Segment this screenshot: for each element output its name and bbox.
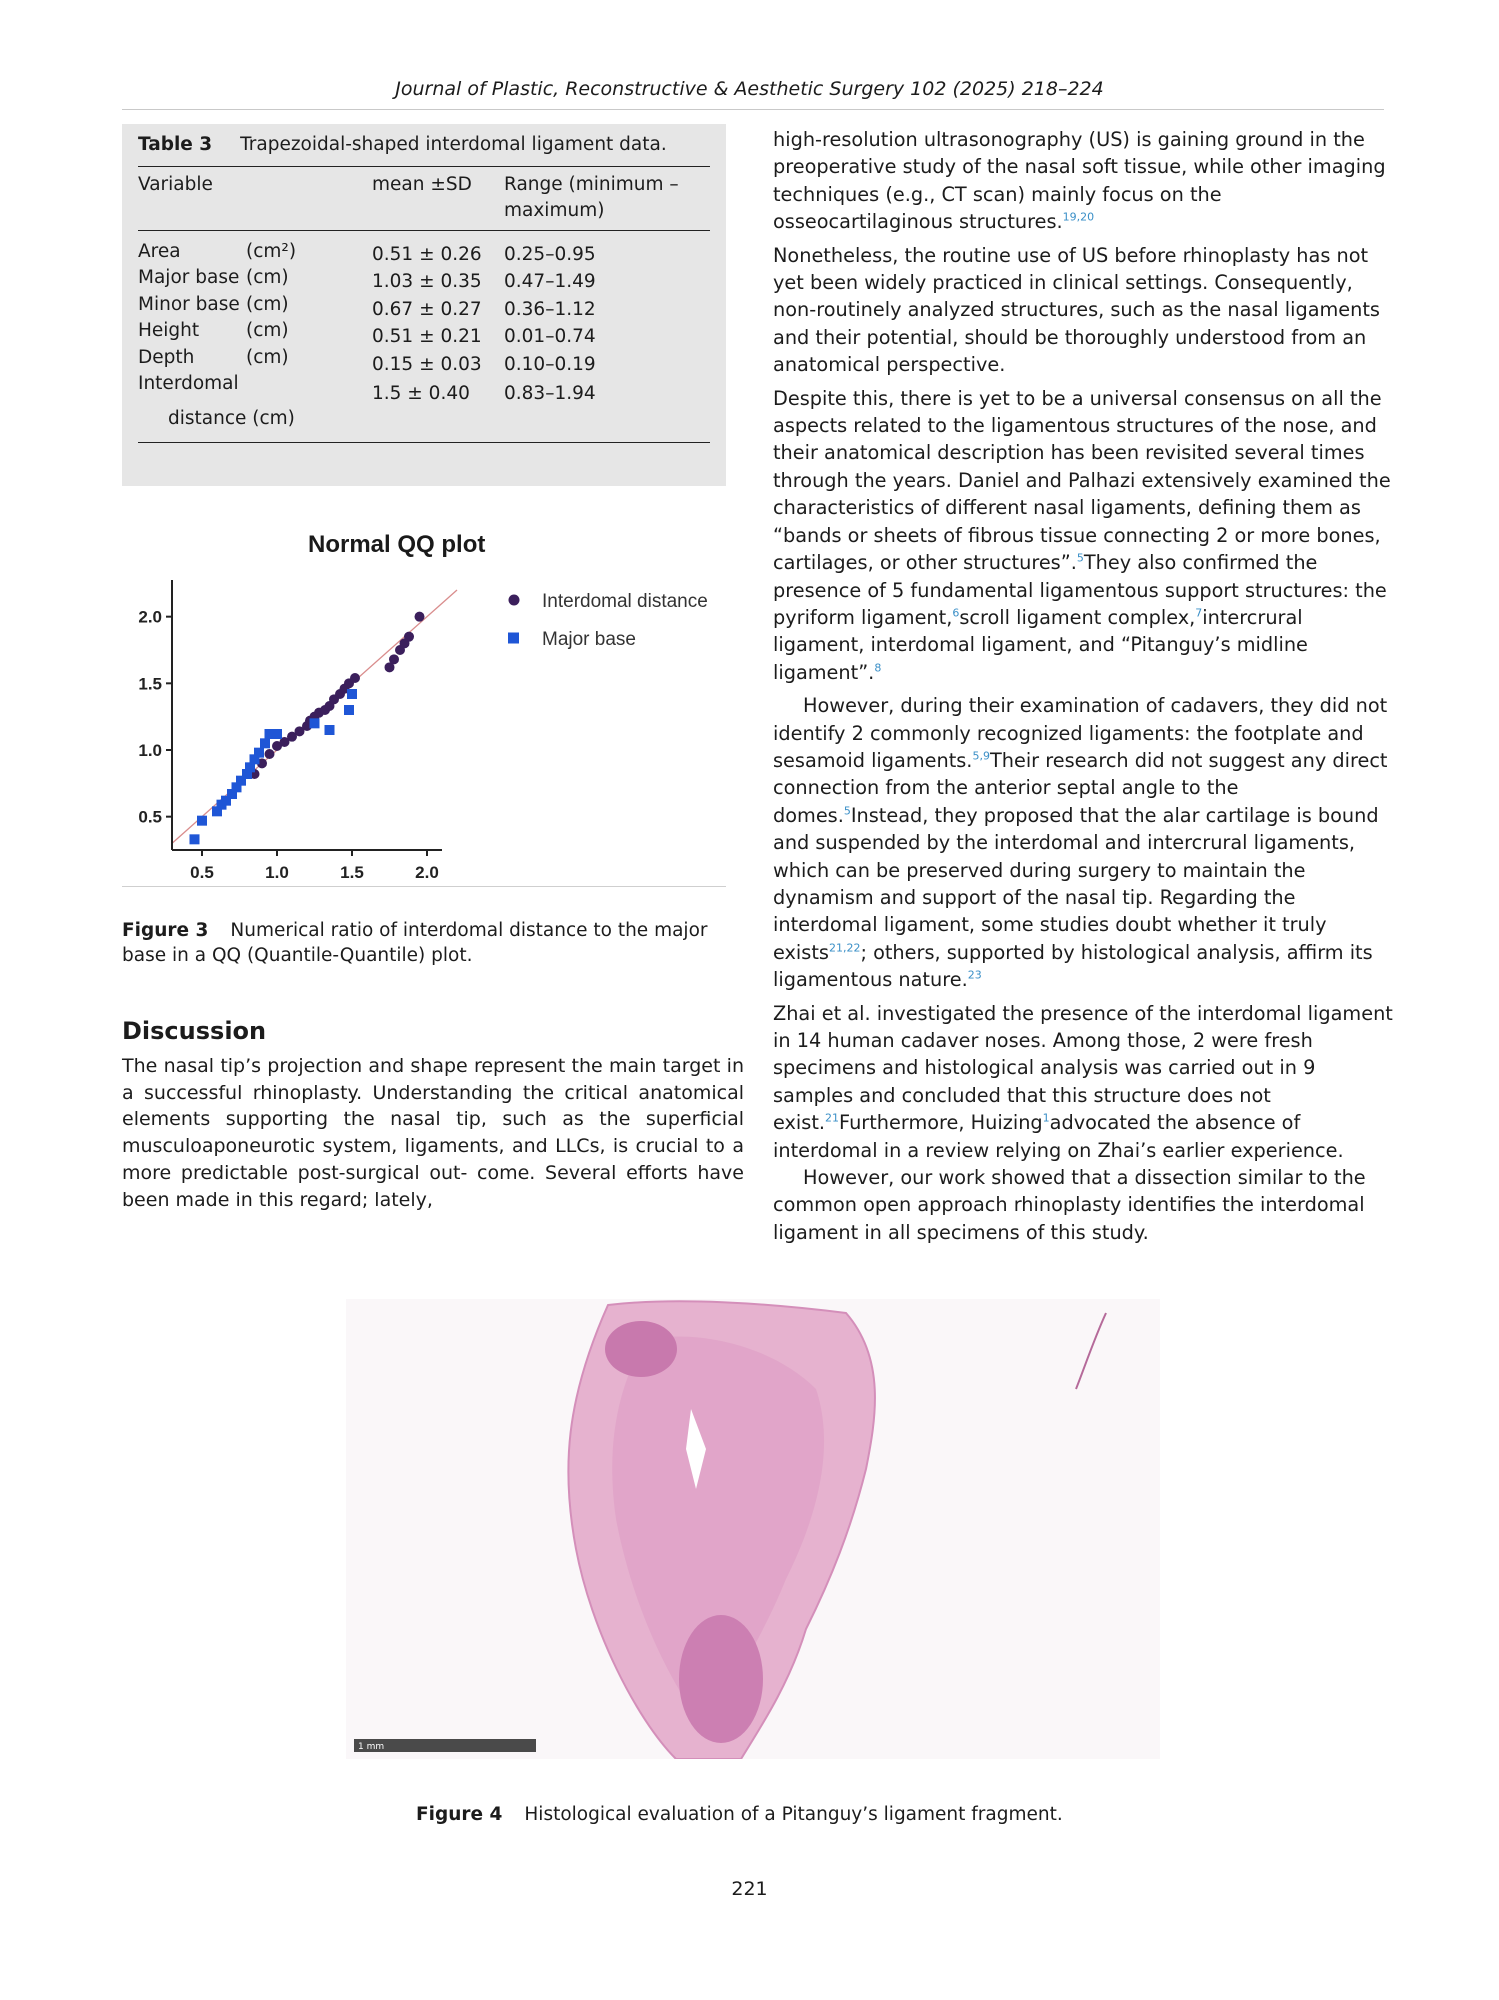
journal-header: Journal of Plastic, Reconstructive & Aesthetic Surgery 102 (2025) 218–224 [395,78,1104,100]
data-point [325,725,335,735]
discussion-paragraph: The nasal tip’s projection and shape represent the main target in a successful rhinoplasty. Understanding the critical anatomical elements supporting the nasal tip, such as the superficial musculoaponeurotic system, ligaments, and LLCs, is crucial to a more predictable post-surgical out- come. Several efforts have been made in this regard; lately, [122,1055,744,1211]
x-tick-label: 1.0 [265,863,289,882]
data-point [197,816,207,826]
text: Furthermore, Huizing [839,1111,1043,1135]
text: advocated the absence of interdomal in a review relying on Zhai’s earlier experience. [773,1111,1344,1162]
row-mean: 0.51 ± 0.26 [372,244,482,265]
text: They also confirmed the presence of 5 fundamental ligamentous support structures: the pyriform ligament, [773,551,1387,629]
table-label: Table 3 [138,134,213,155]
row-unit: (cm) [246,267,289,288]
row-range: 0.01–0.74 [504,326,596,347]
row-variable: Interdomal [138,373,239,394]
table-caption: Trapezoidal-shaped interdomal ligament data. [240,134,667,155]
row-mean: 1.03 ± 0.35 [372,271,482,292]
header-divider [122,109,1384,110]
figure-3-label: Figure 3 [122,920,209,941]
citation-link[interactable]: 1 [1042,1111,1050,1125]
row-mean: 0.15 ± 0.03 [372,354,482,375]
citation-link[interactable]: 8 [874,661,882,675]
data-point [190,834,200,844]
data-point [350,673,360,683]
legend-marker [509,595,520,606]
col-header-range: Range (minimum – [504,174,679,195]
legend-label: Major base [542,629,636,650]
row-mean: 0.67 ± 0.27 [372,299,482,320]
row-unit: (cm²) [246,241,297,262]
data-point [415,612,425,622]
y-tick-label: 2.0 [138,607,162,627]
citation-link[interactable]: 7 [1195,606,1203,620]
col-header-variable: Variable [138,174,213,195]
text: Despite this, there is yet to be a universal consensus on all the aspects related to the ligamentous structures of the nose, and their anatomical description has been revisited several times through the years. Daniel and Palhazi extensively examined the characteristics of different nasal ligaments, defining them as “bands or sheets of fibrous tissue connecting 2 or more bones, cartilages, or other structures”. [773,386,1391,575]
text: scroll ligament complex, [959,605,1196,629]
table-bottom-rule [138,442,710,443]
citation-link[interactable]: 5 [1076,551,1084,565]
row-mean: 0.51 ± 0.21 [372,326,482,347]
figure-divider [122,886,726,887]
citation-link[interactable]: 21,22 [828,941,861,955]
paragraph [773,1000,1393,1164]
table-title [138,134,667,155]
figure-4-label: Figure 4 [416,1804,503,1825]
row-unit: (cm) [246,347,289,368]
discussion-heading: Discussion [122,1017,267,1045]
data-point [389,654,399,664]
x-tick-label: 2.0 [415,863,439,882]
text: ; others, supported by histological analysis, affirm its ligamentous nature. [773,940,1373,992]
citation-link[interactable]: 19,20 [1062,210,1095,224]
y-tick-label: 1.5 [138,674,162,694]
scale-bar-label: 1 mm [358,1742,385,1752]
text: Zhai et al. investigated the presence of the interdomal ligament in 14 human cadaver noses. Among those, 2 were fresh specimens and histological analysis was carried out in 9 samples and concluded that this structure does not exist. [773,1001,1393,1135]
figure-4-text: Histological evaluation of a Pitanguy’s ligament fragment. [524,1804,1063,1825]
page-number: 221 [731,1878,768,1900]
row-mean: 1.5 ± 0.40 [372,383,470,404]
data-point [265,749,275,759]
col-header-range-2: maximum) [504,200,605,221]
row-variable-2: distance (cm) [168,408,295,429]
figure-3-text: Numerical ratio of interdomal distance to the major base in a QQ (Quantile-Quantile) plot. [122,920,708,966]
table-3 [122,124,726,486]
figure-4-caption [416,1802,1316,1827]
citation-link[interactable]: 21 [825,1111,840,1125]
data-point [310,718,320,728]
citation-link[interactable]: 5,9 [972,749,990,763]
data-point [347,689,357,699]
row-variable: Height [138,320,200,341]
tissue-nodule-lower [679,1615,763,1743]
citation-link[interactable]: 23 [967,968,982,982]
citation-link[interactable]: 5 [843,804,851,818]
data-point [254,748,264,758]
y-tick-label: 1.0 [138,741,162,760]
table-top-rule [138,166,710,167]
qq-plot [122,520,742,890]
text: Instead, they proposed that the alar cartilage is bound and suspended by the interdomal and intercrural ligaments, which can be preserved during surgery to maintain the dynamism and support of the nasal tip. Regarding the interdomal ligament, some studies doubt whether it truly exists [773,803,1379,964]
row-variable: Major base [138,267,240,288]
paragraph: However, our work showed that a dissection similar to the common open approach rhinoplasty identifies the interdomal ligament in all specimens of this study. [773,1166,1366,1244]
x-tick-label: 1.5 [340,863,364,882]
y-tick-label: 0.5 [138,807,162,827]
row-unit: (cm) [246,294,289,315]
tissue-nodule [605,1321,677,1377]
text: However, during their examination of cadavers, they did not identify 2 commonly recognized ligaments: the footplate and sesamoid ligaments. [773,694,1388,772]
data-point [272,729,282,739]
chart-title: Normal QQ plot [308,531,486,558]
x-tick-label: 0.5 [190,863,214,882]
right-column [773,126,1393,1246]
citation-link[interactable]: 6 [952,606,960,620]
legend-marker [508,633,519,644]
row-variable: Depth [138,347,195,368]
row-range: 0.36–1.12 [504,299,596,320]
row-variable: Minor base [138,294,240,315]
row-variable: Area [138,241,181,262]
data-point [404,632,414,642]
paragraph: Nonetheless, the routine use of US before rhinoplasty has not yet been widely practiced in clinical settings. Consequently, non-routinely analyzed structures, such as the nasal ligaments and their potential, should be thoroughly understood from an anatomical perspective. [773,243,1380,377]
row-range: 0.83–1.94 [504,383,596,404]
text: high-resolution ultrasonography (US) is gaining ground in the preoperative study of the nasal soft tissue, while other imaging techniques (e.g., CT scan) mainly focus on the osseocartilaginous structures. [773,128,1386,234]
row-range: 0.47–1.49 [504,271,596,292]
legend-label: Interdomal distance [542,591,708,612]
row-unit: (cm) [246,320,289,341]
figure-3-caption [122,918,726,968]
histology-image [346,1299,1160,1759]
text: Their research did not suggest any direct connection from the anterior septal angle to the domes. [773,748,1388,827]
row-range: 0.25–0.95 [504,244,596,265]
data-point [260,738,270,748]
paragraph [773,692,1393,993]
table-header-rule [138,230,710,231]
row-range: 0.10–0.19 [504,354,596,375]
col-header-mean: mean ±SD [372,174,472,195]
paragraph [773,385,1393,686]
data-point [344,705,354,715]
paragraph [773,126,1393,236]
text: intercrural ligament, interdomal ligament, and “Pitanguy’s midline ligament”. [773,605,1308,684]
